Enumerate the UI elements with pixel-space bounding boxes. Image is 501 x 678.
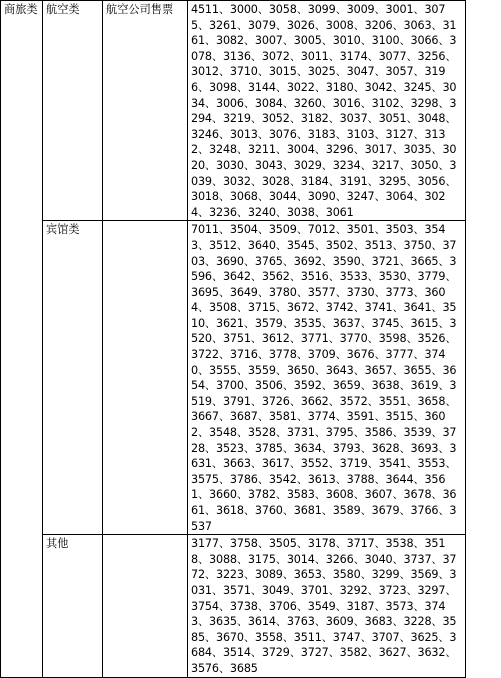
merchant-codes-cell: 4511、3000、3058、3099、3009、3001、3075、3261、3079、3026、3008、3206、3063、3161、3082、3007、3005、3010、3100、3066、3078、3136、3072、3011、3174、3077、3256、3012、3710、3015、3025、3047、3057、3196、3098、3144、3022、3180、3042、3245、3034、3006、3084、3260、3016、3102、3298、3294、3219、3052、3182、3037、3051、3048、3246、3013、3076、3183、3103、3127、3132、3248、3211、3004、3296、3017、3035、3020、3030、3043、3029、3234、3217、3050、3039、3032、3028、3184、3191、3295、3056、3018、3068、3044、3090、3247、3064、3024、3236、3240、3038、3061 bbox=[188, 1, 466, 221]
table-row bbox=[1, 1, 466, 221]
merchant-type-cell: 航空公司售票 bbox=[103, 1, 188, 221]
subcategory-cell: 宾馆类 bbox=[43, 221, 103, 535]
table-row bbox=[1, 221, 466, 535]
category-cell: 商旅类 bbox=[1, 1, 43, 678]
merchant-codes-cell: 3177、3758、3505、3178、3717、3538、3518、3088、3175、3014、3266、3040、3737、3772、3223、3089、3653、3580、3299、3569、3031、3571、3049、3701、3292、3723、3297、3754、3738、3706、3549、3187、3573、3743、3635、3614、3763、3609、3683、3228、3585、3670、3558、3511、3747、3707、3625、3684、3514、3729、3727、3582、3627、3632、3576、3685 bbox=[188, 535, 466, 677]
subcategory-cell: 航空类 bbox=[43, 1, 103, 221]
merchant-codes-cell: 7011、3504、3509、7012、3501、3503、3543、3512、3640、3545、3502、3513、3750、3703、3690、3765、3692、3590、3721、3665、3596、3642、3562、3516、3533、3530、3779、3695、3649、3780、3577、3730、3773、3604、3508、3715、3672、3742、3741、3641、3510、3621、3579、3535、3637、3745、3615、3520、3751、3612、3771、3770、3598、3526、3722、3716、3778、3709、3676、3777、3740、3555、3559、3650、3643、3657、3655、3654、3700、3506、3592、3659、3638、3619、3519、3791、3726、3662、3572、3551、3658、3667、3687、3581、3774、3591、3515、3602、3548、3528、3731、3795、3586、3539、3728、3523、3785、3634、3793、3628、3693、3631、3663、3617、3552、3719、3541、3553、3575、3786、3542、3613、3788、3644、3561、3660、3782、3583、3608、3607、3678、3661、3618、3760、3681、3589、3679、3766、3537 bbox=[188, 221, 466, 535]
table-row bbox=[1, 535, 466, 677]
merchant-type-cell bbox=[103, 221, 188, 535]
merchant-type-cell bbox=[103, 535, 188, 677]
subcategory-cell: 其他 bbox=[43, 535, 103, 677]
